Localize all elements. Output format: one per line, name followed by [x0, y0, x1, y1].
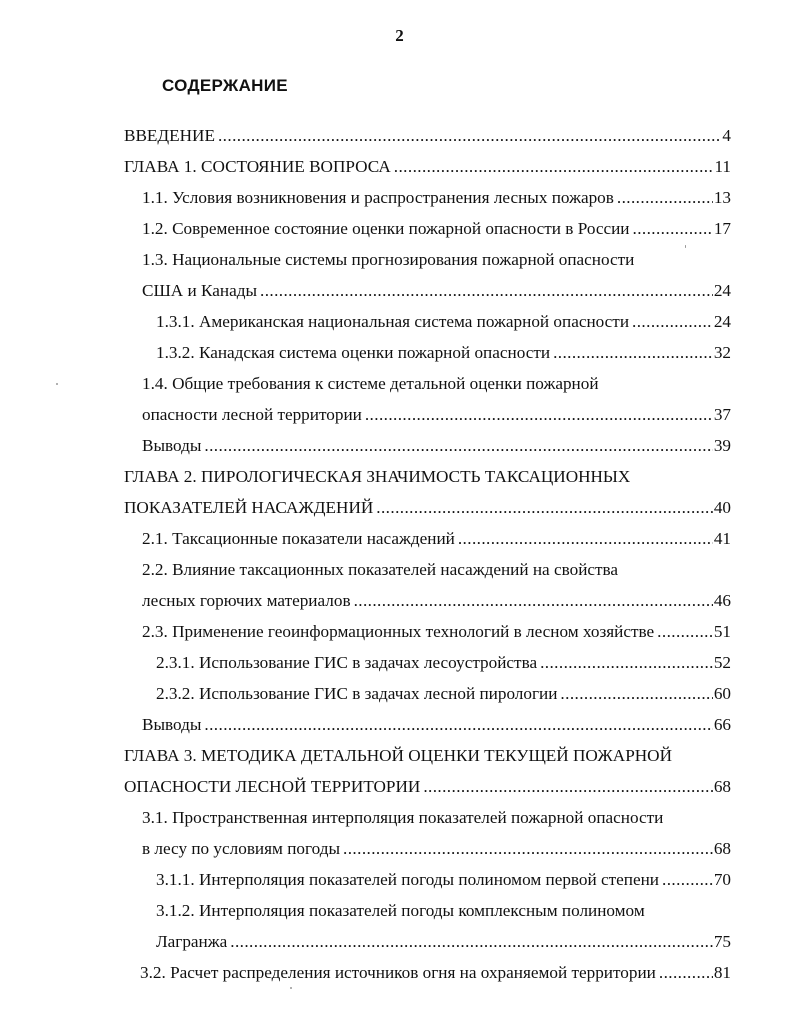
toc-entry	[142, 836, 731, 862]
toc-entry	[142, 433, 731, 459]
toc-entry	[142, 588, 731, 614]
toc-entry-page: 24	[713, 312, 731, 331]
dot-leader	[343, 836, 713, 862]
dot-leader	[260, 278, 713, 304]
toc-entry	[142, 557, 618, 583]
toc-entry-page: 17	[713, 219, 731, 238]
toc-entry-page: 41	[713, 529, 731, 548]
scan-speck	[56, 383, 58, 385]
toc-entry-page: 51	[713, 622, 731, 641]
dot-leader	[394, 154, 714, 180]
toc-entry-page: 70	[713, 870, 731, 889]
toc-entry-page: 40	[713, 498, 731, 517]
dot-leader	[230, 929, 713, 955]
dot-leader	[657, 619, 713, 645]
toc-entry-label: ПОКАЗАТЕЛЕЙ НАСАЖДЕНИЙ	[124, 498, 374, 517]
toc-entry-label: Выводы	[142, 715, 202, 734]
toc-entry-label: 2.3.2. Использование ГИС в задачах лесной пирологии	[156, 684, 558, 703]
toc-entry-label: в лесу по условиям погоды	[142, 839, 341, 858]
toc-entry-label: опасности лесной территории	[142, 405, 362, 424]
toc-entry	[140, 960, 731, 986]
toc-entry-page: 39	[713, 436, 731, 455]
toc-entry-label: Лагранжа	[156, 932, 228, 951]
toc-entry-label: 1.3.2. Канадская система оценки пожарной опасности	[156, 343, 551, 362]
toc-entry-label: Выводы	[142, 436, 202, 455]
toc-entry-label: 1.4. Общие требования к системе детальной оценки пожарной	[142, 374, 599, 393]
dot-leader	[540, 650, 713, 676]
toc-entry	[124, 123, 731, 149]
dot-leader	[560, 681, 712, 707]
toc-entry	[156, 681, 731, 707]
dot-leader	[662, 867, 713, 893]
page-number: 2	[395, 26, 404, 45]
toc-entry	[142, 526, 731, 552]
toc-entry-label: лесных горючих материалов	[142, 591, 351, 610]
toc-entry	[142, 371, 599, 397]
dot-leader	[218, 123, 721, 149]
toc-entry-label: 1.1. Условия возникновения и распространения лесных пожаров	[142, 188, 614, 207]
toc-entry-page: 75	[713, 932, 731, 951]
dot-leader	[458, 526, 713, 552]
toc-entry	[142, 216, 731, 242]
scan-speck	[685, 245, 686, 248]
toc-entry-label: 2.3. Применение геоинформационных технологий в лесном хозяйстве	[142, 622, 655, 641]
toc-entry-label: ГЛАВА 3. МЕТОДИКА ДЕТАЛЬНОЙ ОЦЕНКИ ТЕКУЩЕЙ ПОЖАРНОЙ	[124, 746, 672, 765]
toc-entry-label: США и Канады	[142, 281, 257, 300]
toc-entry-page: 60	[713, 684, 731, 703]
toc-entry	[124, 464, 630, 490]
toc-entry-page: 32	[713, 343, 731, 362]
toc-entry	[142, 805, 663, 831]
dot-leader	[553, 340, 713, 366]
toc-entry-label: 1.3. Национальные системы прогнозирования пожарной опасности	[142, 250, 635, 269]
toc-entry	[156, 929, 731, 955]
toc-entry	[124, 743, 672, 769]
dot-leader	[365, 402, 713, 428]
toc-entry-label: 2.3.1. Использование ГИС в задачах лесоустройства	[156, 653, 538, 672]
toc-entry	[156, 898, 645, 924]
toc-entry	[142, 712, 731, 738]
toc-entry-page: 68	[713, 777, 731, 796]
toc-entry-page: 24	[713, 281, 731, 300]
dot-leader	[632, 309, 713, 335]
toc-entry-page: 68	[713, 839, 731, 858]
dot-leader	[204, 712, 712, 738]
toc-entry-page: 13	[713, 188, 731, 207]
toc-entry	[124, 774, 731, 800]
scan-speck	[290, 987, 292, 989]
toc-entry-label: 3.1.1. Интерполяция показателей погоды полиномом первой степени	[156, 870, 660, 889]
toc-entry-label: 3.2. Расчет распределения источников огня на охраняемой территории	[140, 963, 656, 982]
toc-entry	[156, 340, 731, 366]
toc-entry-label: 1.3.1. Американская национальная система пожарной опасности	[156, 312, 630, 331]
dot-leader	[633, 216, 713, 242]
toc-entry-label: ГЛАВА 1. СОСТОЯНИЕ ВОПРОСА	[124, 157, 391, 176]
toc-entry	[156, 309, 731, 335]
toc-entry-page: 66	[713, 715, 731, 734]
toc-entry	[124, 154, 731, 180]
toc-entry-page: 4	[722, 126, 731, 145]
toc-entry	[142, 619, 731, 645]
toc-entry-page: 11	[714, 157, 731, 176]
toc-entry	[142, 278, 731, 304]
dot-leader	[617, 185, 713, 211]
toc-entry-label: 2.1. Таксационные показатели насаждений	[142, 529, 455, 548]
toc-entry	[142, 185, 731, 211]
dot-leader	[376, 495, 713, 521]
dot-leader	[423, 774, 713, 800]
toc-entry-label: 1.2. Современное состояние оценки пожарной опасности в России	[142, 219, 630, 238]
toc-entry-page: 37	[713, 405, 731, 424]
toc-entry-label: 3.1.2. Интерполяция показателей погоды комплексным полиномом	[156, 901, 645, 920]
toc-entry	[156, 650, 731, 676]
toc-entry	[124, 495, 731, 521]
toc-entry	[142, 247, 634, 273]
toc-entry	[156, 867, 731, 893]
toc-entry-page: 81	[713, 963, 731, 982]
toc-entry-page: 46	[713, 591, 731, 610]
toc-entry-label: ГЛАВА 2. ПИРОЛОГИЧЕСКАЯ ЗНАЧИМОСТЬ ТАКСАЦИОННЫХ	[124, 467, 631, 486]
toc-entry-label: 2.2. Влияние таксационных показателей насаждений на свойства	[142, 560, 619, 579]
toc-entry	[142, 402, 731, 428]
toc-entry-page: 52	[713, 653, 731, 672]
toc-title: СОДЕРЖАНИЕ	[162, 76, 288, 95]
toc-entry-label: ВВЕДЕНИЕ	[124, 126, 215, 145]
dot-leader	[354, 588, 713, 614]
dot-leader	[659, 960, 713, 986]
toc-entry-label: 3.1. Пространственная интерполяция показателей пожарной опасности	[142, 808, 664, 827]
toc-entry-label: ОПАСНОСТИ ЛЕСНОЙ ТЕРРИТОРИИ	[124, 777, 421, 796]
dot-leader	[204, 433, 712, 459]
